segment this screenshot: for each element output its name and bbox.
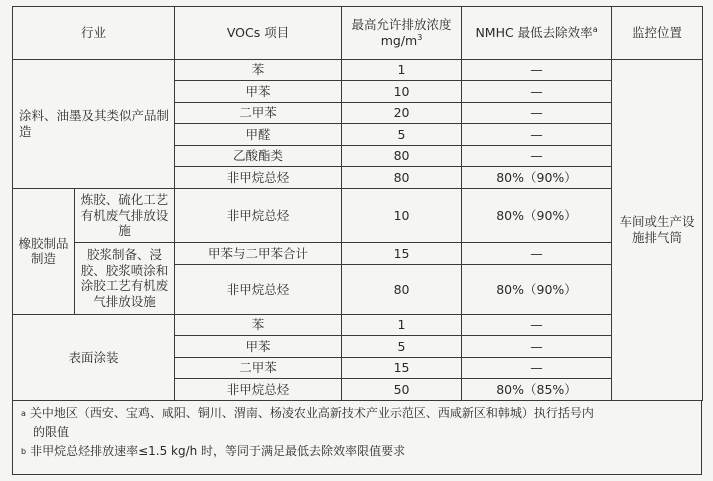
group-surface-coating: 表面涂装: [13, 314, 175, 400]
cell-efficiency: —: [462, 243, 612, 265]
cell-item: 苯: [175, 60, 342, 81]
header-max-conc-unit: mg/m: [380, 33, 418, 48]
header-vocs-item: VOCs 项目: [175, 7, 342, 60]
cell-concentration: 20: [342, 102, 462, 123]
cell-efficiency: —: [462, 124, 612, 145]
header-location: 监控位置: [612, 7, 703, 60]
header-nmhc-sup: a: [592, 25, 598, 35]
table-row: [13, 188, 703, 242]
subgroup-rubber-vulcanization: 炼胶、硫化工艺有机废气排放设施: [75, 188, 175, 242]
footnote-a-continuation: 的限值: [33, 425, 70, 439]
header-max-conc-title: 最高允许排放浓度: [351, 17, 452, 33]
emission-standards-table: [12, 6, 703, 401]
footnote-b: [21, 442, 693, 461]
cell-concentration: 10: [342, 188, 462, 242]
cell-concentration: 5: [342, 336, 462, 357]
cell-concentration: 15: [342, 243, 462, 265]
table-footnotes: [12, 401, 702, 475]
cell-efficiency: 80%（90%）: [462, 188, 612, 242]
cell-item: 二甲苯: [175, 102, 342, 123]
table-row: [13, 314, 703, 335]
cell-item: 非甲烷总烃: [175, 379, 342, 401]
header-nmhc-title: NMHC 最低去除效率: [475, 25, 593, 41]
header-nmhc-efficiency: [462, 7, 612, 60]
cell-item: 乙酸酯类: [175, 145, 342, 166]
footnote-b-text: 非甲烷总烃排放速率≤1.5 kg/h 时，等同于满足最低去除效率限值要求: [30, 444, 406, 458]
header-max-concentration: [342, 7, 462, 60]
cell-efficiency: —: [462, 314, 612, 335]
header-max-conc-unit-sup: 3: [417, 33, 423, 42]
cell-concentration: 1: [342, 314, 462, 335]
group-rubber: 橡胶制品制造: [13, 188, 75, 314]
footnote-a-text: 关中地区（西安、宝鸡、咸阳、铜川、渭南、杨凌农业高新技术产业示范区、西咸新区和韩城）执行括号内: [29, 406, 594, 420]
cell-concentration: 80: [342, 167, 462, 188]
cell-efficiency: —: [462, 145, 612, 166]
cell-concentration: 80: [342, 264, 462, 314]
cell-efficiency: —: [462, 102, 612, 123]
cell-efficiency: —: [462, 60, 612, 81]
cell-concentration: 10: [342, 81, 462, 102]
header-row: [13, 7, 703, 60]
header-industry: 行业: [13, 7, 175, 60]
cell-concentration: 50: [342, 379, 462, 401]
cell-item: 非甲烷总烃: [175, 188, 342, 242]
cell-item: 甲苯: [175, 336, 342, 357]
cell-item: 甲苯与二甲苯合计: [175, 243, 342, 265]
footnote-b-mark: b: [21, 447, 27, 456]
cell-item: 苯: [175, 314, 342, 335]
subgroup-rubber-glue: 胶浆制备、浸胶、胶浆喷涂和涂胶工艺有机废气排放设施: [75, 243, 175, 315]
cell-efficiency: —: [462, 81, 612, 102]
footnote-a: [21, 404, 693, 423]
cell-efficiency: 80%（90%）: [462, 167, 612, 188]
cell-efficiency: 80%（85%）: [462, 379, 612, 401]
cell-item: 非甲烷总烃: [175, 264, 342, 314]
cell-concentration: 1: [342, 60, 462, 81]
cell-item: 非甲烷总烃: [175, 167, 342, 188]
group-coating: 涂料、油墨及其类似产品制造: [13, 60, 175, 189]
table-row: [13, 243, 703, 265]
cell-location: 车间或生产设施排气筒: [612, 60, 703, 401]
cell-item: 甲醛: [175, 124, 342, 145]
cell-concentration: 15: [342, 357, 462, 378]
cell-efficiency: 80%（90%）: [462, 264, 612, 314]
cell-efficiency: —: [462, 357, 612, 378]
table-row: [13, 60, 703, 81]
footnote-a-mark: a: [21, 409, 26, 418]
cell-concentration: 80: [342, 145, 462, 166]
cell-concentration: 5: [342, 124, 462, 145]
cell-efficiency: —: [462, 336, 612, 357]
cell-item: 甲苯: [175, 81, 342, 102]
cell-item: 二甲苯: [175, 357, 342, 378]
